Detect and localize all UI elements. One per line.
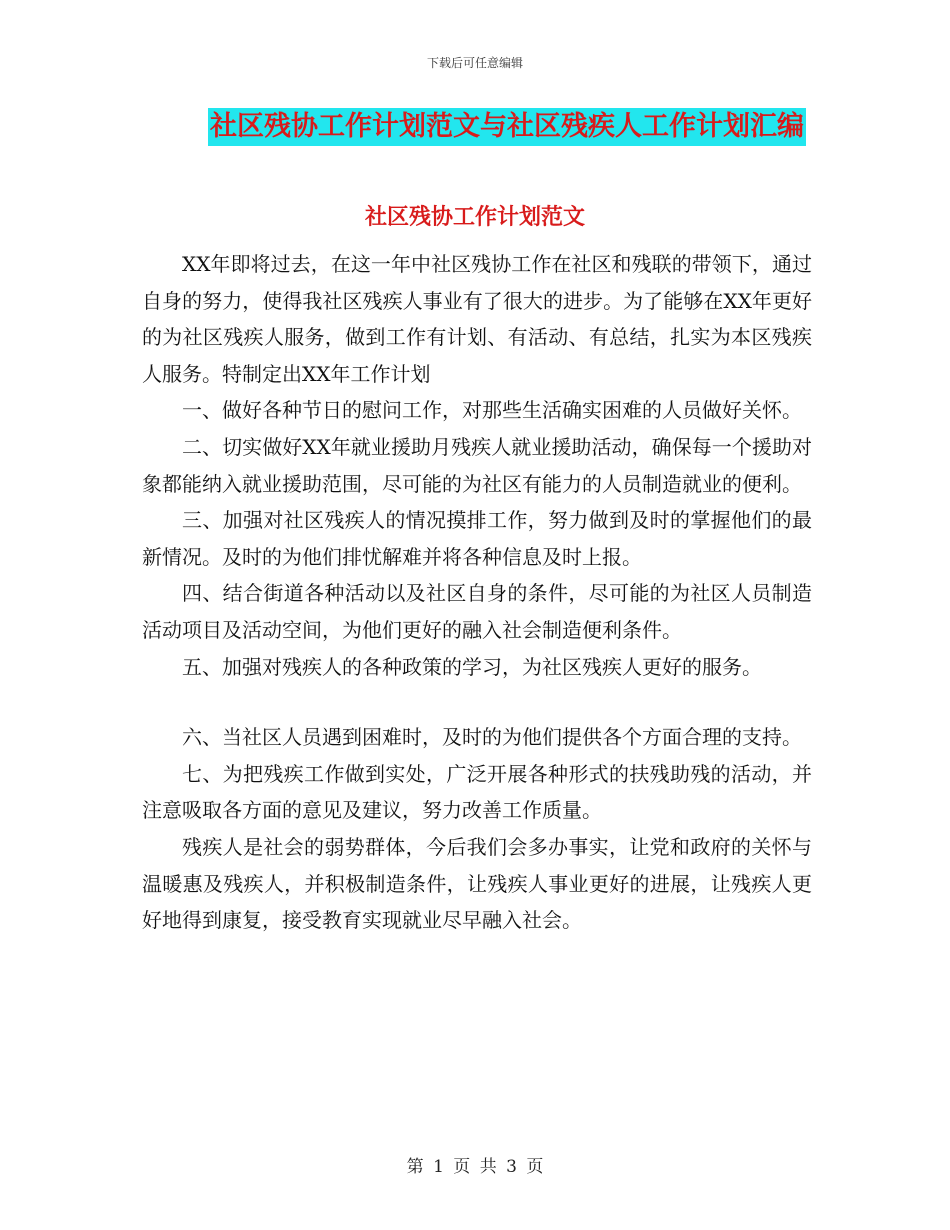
paragraph-item-6: 六、当社区人员遇到困难时，及时的为他们提供各个方面合理的支持。 — [182, 725, 802, 750]
paragraph-item-7: 七、为把残疾工作做到实处，广泛开展各种形式的扶残助残的活动，并注意吸取各方面的意见及建议，努力改善工作质量。 — [142, 761, 812, 823]
header-note: 下载后可任意编辑 — [426, 56, 523, 70]
document-body — [142, 246, 812, 939]
paragraph-conclusion: 残疾人是社会的弱势群体，今后我们会多办事实，让党和政府的关怀与温暖惠及残疾人，并积极制造条件，让残疾人事业更好的进展，让残疾人更好地得到康复，接受教育实现就业尽早融入社会。 — [142, 834, 812, 933]
paragraph-item-1: 一、做好各种节日的慰问工作，对那些生活确实困难的人员做好关怀。 — [182, 398, 802, 423]
paragraph-item-5: 五、加强对残疾人的各种政策的学习，为社区残疾人更好的服务。 — [182, 654, 762, 679]
section-title: 社区残协工作计划范文 — [364, 205, 585, 230]
paragraph-intro: XX年即将过去，在这一年中社区残协工作在社区和残联的带领下，通过自身的努力，使得我社区残疾人事业有了很大的进步。为了能够在XX年更好的为社区残疾人服务，做到工作有计划、有活动、有总结，扎实为本区残疾人服务。特制定出XX年工作计划 — [142, 252, 812, 386]
page-number: 第 1 页 共 3 页 — [406, 1157, 544, 1177]
document-title: 社区残协工作计划范文与社区残疾人工作计划汇编 — [208, 108, 806, 146]
paragraph-item-4: 四、结合街道各种活动以及社区自身的条件，尽可能的为社区人员制造活动项目及活动空间，为他们更好的融入社会制造便利条件。 — [142, 581, 812, 642]
paragraph-item-2: 二、切实做好XX年就业援助月残疾人就业援助活动，确保每一个援助对象都能纳入就业援助范围，尽可能的为社区有能力的人员制造就业的便利。 — [142, 434, 812, 496]
paragraph-item-3: 三、加强对社区残疾人的情况摸排工作，努力做到及时的掌握他们的最新情况。及时的为他们排忧解难并将各种信息及时上报。 — [142, 508, 812, 569]
